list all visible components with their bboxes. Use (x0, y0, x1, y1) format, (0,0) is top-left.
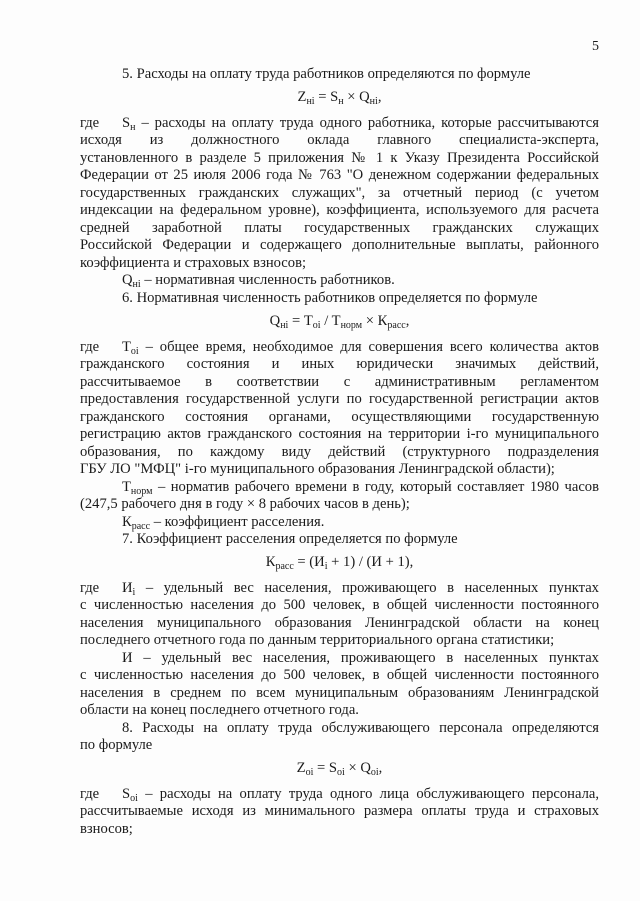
paragraph-5-line: 5. Расходы на оплату труда работников определяются по формуле (122, 66, 531, 82)
formula-z-ni: $Z_{ні} = S_н \times Q_{ні}$, (297, 89, 382, 107)
page-number: 5 (592, 39, 599, 54)
text-line: государственных гражданских служащих", за отчетный период (с учетом (80, 185, 599, 201)
text-line: предоставления государственной услуги по государственной регистрации актов (80, 391, 599, 407)
text-line: гражданского состояния органами, осуществляющими государственную (80, 409, 599, 425)
paragraph-7-line: 7. Коэффициент расселения определяется по формуле (122, 531, 458, 547)
text-line: где $S_н$ – расходы на оплату труда одного работника, которые рассчитываются (80, 115, 599, 133)
text-line: рассчитываемое в соответствии с административным регламентом (80, 374, 599, 390)
text-line: рассчитываемые исходя из минимального размера оплаты труда и страховых (80, 803, 599, 819)
text-line: с численностью населения до 500 человек, в общей численности постоянного (80, 667, 599, 683)
formula-q-ni: $Q_{ні} = T_{oi} / T_{норм} \times К_{расс}$, (269, 313, 410, 331)
text-line: индексации на федеральном уровне), коэффициента, используемого для расчета (80, 202, 599, 218)
paragraph-6-line: 6. Нормативная численность работников определяется по формуле (122, 290, 538, 306)
formula-k-rass: $К_{расс} = (И_i + 1) / (И + 1)$, (265, 554, 414, 572)
text-line: последнего отчетного года по данным территориального органа статистики; (80, 632, 555, 648)
text-line: Российской Федерации и содержащего дополнительные выплаты, районного (80, 237, 599, 253)
text-line: области на конец последнего отчетного года. (80, 702, 359, 718)
text-line: исходя из должностного оклада главного специалиста-эксперта, (80, 132, 599, 148)
paragraph-8-line: 8. Расходы на оплату труда обслуживающего персонала определяются (122, 720, 599, 736)
text-line: гражданского состояния и иных юридически значимых действий, (80, 356, 599, 372)
text-line: установленного в разделе 5 приложения № 1 к Указу Президента Российской (80, 150, 599, 166)
text-line: ГБУ ЛО "МФЦ" i-го муниципального образования Ленинградской области); (80, 461, 555, 477)
text-line: с численностью населения до 500 человек, в общей численности постоянного (80, 597, 599, 613)
text-line: где $S_{oi}$ – расходы на оплату труда одного лица обслуживающего персонала, (80, 786, 599, 804)
text-line: (247,5 рабочего дня в году × 8 рабочих часов в день); (80, 496, 410, 512)
text-line: населения муниципального образования Ленинградской области на конец (80, 615, 599, 631)
text-line: образования, по каждому виду действий (структурного подразделения (80, 444, 599, 460)
text-line: где $И_i$ – удельный вес населения, проживающего в населенных пунктах (80, 580, 599, 598)
formula-z-oi: $Z_{oi} = S_{oi} \times Q_{oi}$, (296, 760, 383, 778)
text-line: населения в среднем по всем муниципальным образованиям Ленинградской (80, 685, 599, 701)
text-line: регистрацию актов гражданского состояния на территории i-го муниципального (80, 426, 599, 442)
text-line: средней заработной платы государственных гражданских служащих (80, 220, 599, 236)
text-line: взносов; (80, 821, 133, 837)
text-line: $К_{расс}$ – коэффициент расселения. (122, 514, 325, 532)
text-line: коэффициента и страховых взносов; (80, 255, 307, 271)
text-line: $T_{норм}$ – норматив рабочего времени в году, который составляет 1980 часов (122, 479, 599, 497)
text-line: по формуле (80, 737, 153, 753)
text-line: Федерации от 25 июля 2006 года № 763 "О денежном содержании федеральных (80, 167, 599, 183)
text-line: $Q_{ні}$ – нормативная численность работников. (122, 272, 395, 290)
text-line: где $T_{oi}$ – общее время, необходимое для совершения всего количества актов (80, 339, 599, 357)
text-line: И – удельный вес населения, проживающего в населенных пунктах (122, 650, 599, 666)
